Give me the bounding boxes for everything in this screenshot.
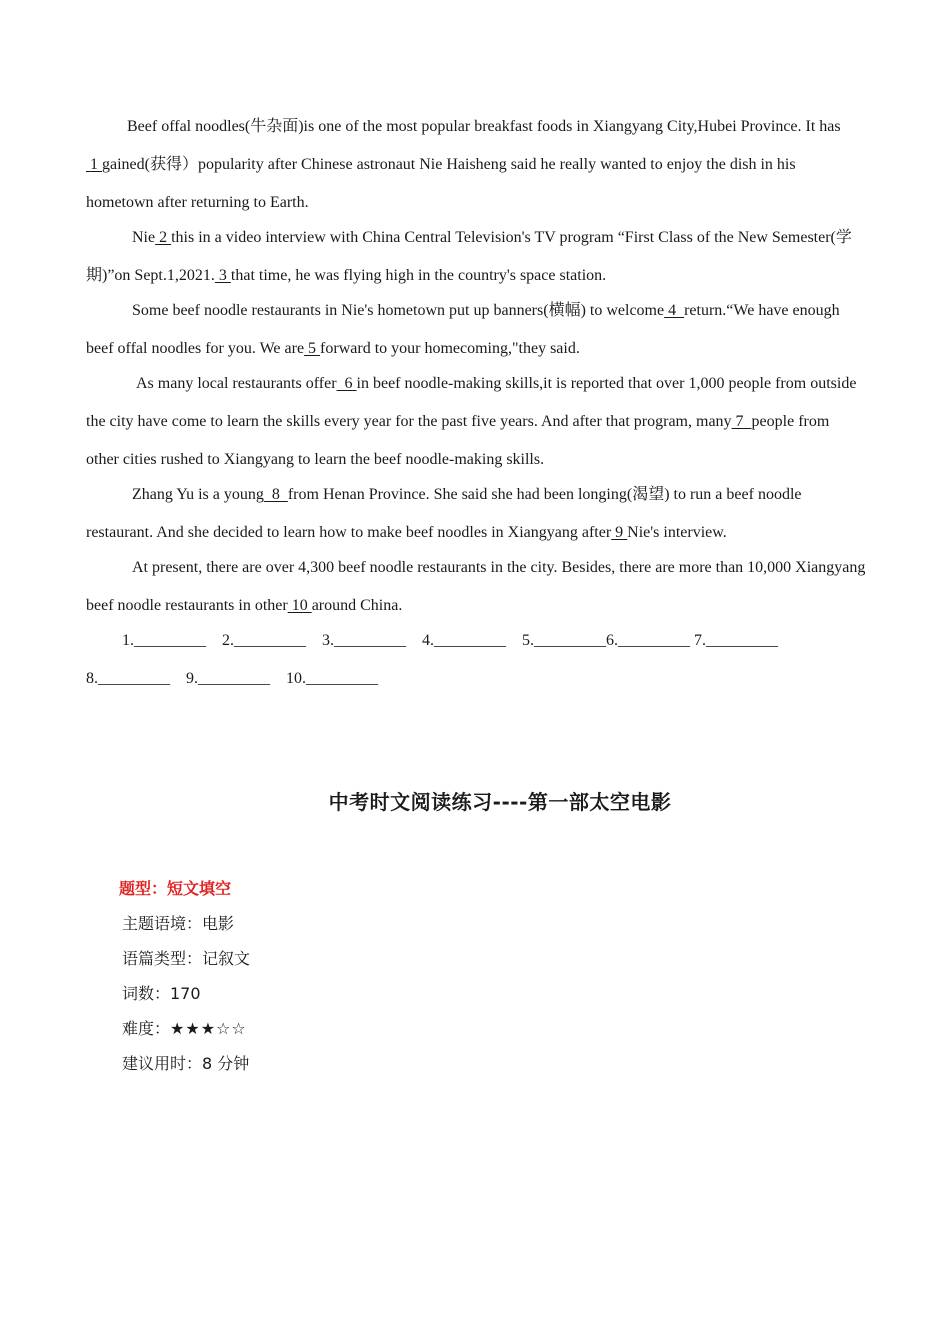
blank-9: 9 (611, 524, 628, 541)
text: Nie's interview. (627, 524, 727, 541)
text: around China. (311, 597, 403, 614)
paragraph-1 (86, 108, 866, 222)
question-type: 题型：短文填空 (119, 879, 232, 898)
blank-8: 8 (263, 486, 288, 503)
blank-5: 5 (304, 340, 321, 357)
paragraph-3 (86, 292, 866, 368)
paragraph-5 (86, 476, 866, 552)
theme-context: 主题语境：电影 (122, 914, 235, 933)
text: gained(获得）popularity after Chinese astronaut Nie Haisheng said he really wanted to enjoy the dish in his hometown after returning to Earth. (86, 156, 796, 211)
answer-line-1 (86, 622, 866, 660)
text: return.“We have enough beef offal noodles for you. We are (86, 302, 840, 357)
word-count: 词数：170 (122, 984, 201, 1003)
blank-2: 2 (155, 229, 172, 246)
text: people from other cities rushed to Xiangyang to learn the beef noodle-making skills. (86, 413, 830, 468)
blank-7: 7 (731, 413, 752, 430)
text: from Henan Province. She said she had been longing(渴望) to run a beef noodle restaurant. And she decided to learn how to make beef noodles in Xiangyang after (86, 486, 802, 541)
text-genre: 语篇类型：记叙文 (122, 949, 251, 968)
text: forward to your homecoming,"they said. (320, 340, 580, 357)
text: that time, he was flying high in the country's space station. (230, 267, 607, 284)
suggested-time: 建议用时：8 分钟 (122, 1054, 250, 1073)
passage (86, 108, 866, 698)
blank-3: 3 (214, 267, 231, 284)
difficulty (122, 1014, 250, 1049)
text: Zhang Yu is a young (132, 486, 264, 503)
text: this in a video interview with China Central Television's TV program “First Class of the New Semester(学期)”on Sept.1,2021. (86, 229, 852, 284)
blank-4: 4 (664, 302, 685, 319)
exercise-info (119, 874, 251, 1084)
answer-blanks: 8._________ 9._________ 10._________ (86, 670, 378, 687)
text: in beef noodle-making skills,it is reported that over 1,000 people from outside the city have come to learn the skills every year for the past five years. And after that program, many (86, 375, 857, 430)
paragraph-6 (86, 549, 866, 625)
text: Nie (132, 229, 156, 246)
difficulty-label: 难度： (122, 1019, 171, 1038)
blank-10: 10 (287, 597, 312, 614)
text: Some beef noodle restaurants in Nie's hometown put up banners(横幅) to welcome (132, 302, 665, 319)
section-title: 中考时文阅读练习----第一部太空电影 (328, 790, 672, 814)
blank-1: 1 (86, 156, 102, 173)
blank-6: 6 (336, 375, 357, 392)
text: As many local restaurants offer (136, 375, 337, 392)
text: At present, there are over 4,300 beef noodle restaurants in the city. Besides, there are more than 10,000 Xiangyang beef noodle restaurants in other (86, 559, 866, 614)
difficulty-stars: ★★★☆☆ (170, 1019, 247, 1038)
text: Beef offal noodles(牛杂面)is one of the most popular breakfast foods in Xiangyang City,Hubei Province. It has (127, 118, 841, 135)
answer-blanks: 1._________ 2._________ 3._________ 4._________ 5._________6._________ 7._________ (122, 632, 778, 649)
paragraph-4 (86, 365, 866, 479)
paragraph-2 (86, 219, 866, 295)
answer-line-2 (86, 660, 866, 698)
